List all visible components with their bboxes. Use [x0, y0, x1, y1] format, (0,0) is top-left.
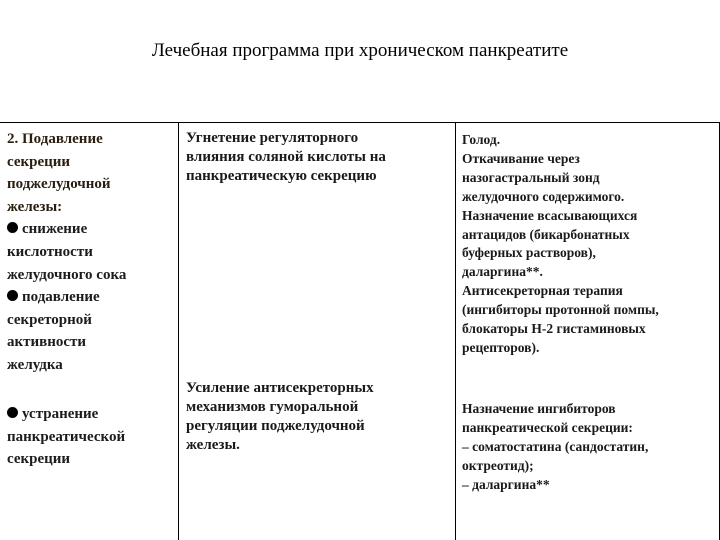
col3-line: даларгина**. — [462, 264, 543, 280]
col1-heading-line: железы: — [7, 198, 63, 215]
col3-line: (ингибиторы протонной помпы, — [462, 302, 659, 318]
table-top-border — [0, 122, 720, 123]
col1-item3-line: секреции — [7, 451, 71, 468]
col2-cell-bottom — [186, 379, 446, 455]
page-title: Лечебная программа при хроническом панкреатите — [151, 40, 569, 61]
col1-cell — [7, 128, 175, 377]
column-divider-1 — [178, 122, 179, 540]
col3-line: антацидов (бикарбонатных — [462, 226, 630, 242]
col3-line: Голод. — [462, 132, 501, 147]
col1-cell-bottom — [7, 403, 175, 471]
bullet-icon — [7, 290, 18, 301]
col3-line: – даларгина** — [462, 476, 550, 492]
col1-item2-line: секреторной — [7, 311, 92, 328]
col3-cell-bottom — [462, 400, 718, 495]
col1-item1-line: желудочного сока — [7, 266, 127, 283]
col2-line: железы. — [186, 437, 240, 453]
col3-line: – соматостатина (сандостатин, — [462, 438, 649, 454]
col1-item3-line: панкреатической — [7, 428, 126, 445]
col2-cell-top — [186, 129, 446, 186]
col1-item1 — [7, 218, 175, 241]
col3-line: Откачивание через — [462, 150, 580, 166]
col2-line: панкреатическую секрецию — [186, 168, 377, 184]
treatment-table — [0, 122, 720, 540]
col1-item3-line: устранение — [22, 406, 99, 422]
col2-line: регуляции поджелудочной — [186, 418, 365, 434]
col2-line: влияния соляной кислоты на — [186, 149, 386, 165]
col1-heading-line: поджелудочной — [7, 176, 111, 193]
col1-heading-line: секреции — [7, 153, 71, 170]
col3-line: буферных растворов), — [462, 245, 596, 261]
col3-line: панкреатической секреции: — [462, 419, 633, 435]
col1-item2-line: активности — [7, 334, 87, 351]
col1-heading-line: 2. Подавление — [7, 131, 103, 147]
col3-line: желудочного содержимого. — [462, 188, 625, 204]
col1-item1-line: снижение — [22, 221, 88, 238]
bullet-icon — [7, 407, 18, 418]
col2-line: Угнетение регуляторного — [186, 130, 359, 146]
col3-cell-top — [462, 131, 718, 358]
col3-line: назогастральный зонд — [462, 169, 600, 185]
col1-item2 — [7, 286, 175, 309]
col1-item2-line: подавление — [22, 289, 100, 306]
col3-line: Антисекреторная терапия — [462, 283, 623, 299]
col3-line: Назначение ингибиторов — [462, 401, 616, 416]
column-divider-2 — [455, 122, 456, 540]
col3-line: Назначение всасывающихся — [462, 207, 638, 223]
col2-line: Усиление антисекреторных — [186, 380, 374, 396]
col1-item2-line: желудка — [7, 356, 63, 373]
bullet-icon — [7, 222, 18, 233]
col1-item3 — [7, 403, 175, 426]
col1-item1-line: кислотности — [7, 243, 93, 260]
col3-line: рецепторов). — [462, 339, 540, 355]
col2-line: механизмов гуморальной — [186, 399, 359, 415]
col3-line: блокаторы Н-2 гистаминовых — [462, 321, 646, 337]
col3-line: октреотид); — [462, 457, 534, 473]
